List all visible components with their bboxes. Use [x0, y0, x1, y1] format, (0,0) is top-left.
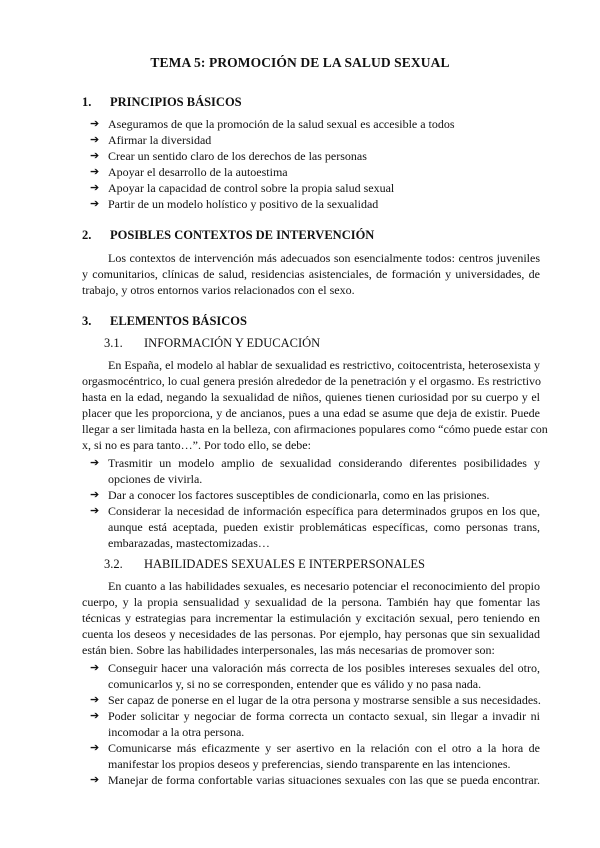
list-item-text: Trasmitir un modelo amplio de sexualidad considerando diferentes posibilidades y — [108, 456, 540, 470]
arrow-bullet-icon: ➔ — [90, 662, 100, 674]
arrow-bullet-icon: ➔ — [90, 505, 100, 517]
list-item-text: incomodar a la otra persona. — [108, 725, 245, 739]
list-item-text: opciones de vivirla. — [108, 472, 203, 486]
list-item-text: Considerar la necesidad de información específica para determinados grupos en los que, — [108, 504, 540, 518]
paragraph-line: En España, el modelo al hablar de sexualidad es restrictivo, coitocentrista, heterosexista y — [108, 358, 540, 372]
document-title: TEMA 5: PROMOCIÓN DE LA SALUD SEXUAL — [150, 55, 450, 70]
list-item-text: Comunicarse más eficazmente y ser asertivo en la relación con el otro a la hora de — [108, 741, 540, 755]
arrow-bullet-icon: ➔ — [90, 489, 100, 501]
list-item-text: Manejar de forma confortable varias situaciones sexuales con las que se pueda encontrar. — [108, 773, 540, 787]
paragraph-line: Los contextos de intervención más adecuados son esencialmente todos: centros juveniles — [108, 251, 540, 265]
arrow-bullet-icon: ➔ — [90, 694, 100, 706]
paragraph-line: cuerpo, y la propia sensualidad y sexualidad de la persona. También hay que fomentar las — [82, 595, 540, 609]
list-item-text: comunicarlos y, si no se corresponden, entender que es válido y no pasa nada. — [108, 677, 482, 691]
paragraph-line: En cuanto a las habilidades sexuales, es necesario potenciar el reconocimiento del propio — [108, 579, 540, 593]
arrow-bullet-icon: ➔ — [90, 118, 100, 130]
arrow-bullet-icon: ➔ — [90, 166, 100, 178]
arrow-bullet-icon: ➔ — [90, 150, 100, 162]
arrow-bullet-icon: ➔ — [90, 198, 100, 210]
paragraph-line: trabajo, y otros entornos varios relacionados con el sexo. — [82, 283, 355, 297]
list-item-text: Ser capaz de ponerse en el lugar de la otra persona y mostrarse sensible a sus necesidades. — [108, 693, 541, 707]
document-page: TEMA 5: PROMOCIÓN DE LA SALUD SEXUAL 1. PRINCIPIOS BÁSICOS ➔ Aseguramos de que la promoción de la salud sexual es accesible a todos ➔ Afirmar la diversidad ➔ Crear un sentido claro de los derechos de las personas ➔ Apoyar el desarrollo de la autoestima ➔ Apoyar la capacidad de control sobre la propia salud sexual ➔ Partir de un modelo holístico y positivo de la sexualidad 2. POSIBLES CONTEXTOS DE INTERVENCIÓN Los contextos de intervención más adecuados son esencialmente todos: centros juveniles y comunitarios, clínicas de salud, residencias asistenciales, de formación y universidades, de trabajo, y otros entornos varios relacionados con el sexo. 3. ELEMENTOS BÁSICOS 3.1. INFORMACIÓN Y EDUCACIÓN En España, el modelo al hablar de sexualidad es restrictivo, coitocentrista, heterosexista y orgasmocéntrico, lo cual genera presión alrededor de la penetración y el orgasmo. Es restrictivo hasta en la edad, negando la sexualidad de niños, quienes tienen curiosidad por su cuerpo y el placer que les proporciona, y de ancianos, pues a una edad se asume que deja de existir. Puede llegar a ser limitada hasta en la belleza, con afirmaciones populares como “cómo puede estar con x, si no es para tanto…”. Por todo ello, se debe: ➔ Trasmitir un modelo amplio de sexualidad considerando diferentes posibilidades y opciones de vivirla. ➔ Dar a conocer los factores susceptibles de condicionarla, como en las prisiones. ➔ Considerar la necesidad de información específica para determinados grupos en los que, aunque está aceptada, pueden existir problemáticas específicas, como personas trans, embarazadas, mastectomizadas… 3.2. HABILIDADES SEXUALES E INTERPERSONALES En cuanto a las habilidades sexuales, es necesario potenciar el reconocimiento del propio cuerpo, y la propia sensualidad y sexualidad de la persona. También hay que fomentar las técnicas y estrategias para incrementar la estimulación y excitación sexual, pero teniendo en cuenta los deseos y necesidades de las personas. Por ejemplo, hay personas que sin sexualidad están bien. Sobre las habilidades interpersonales, las más necesarias de promover son: ➔ Conseguir hacer una valoración más correcta de los posibles intereses sexuales del otro, comunicarlos y, si no se corresponden, entender que es válido y no pasa nada. ➔ Ser capaz de ponerse en el lugar de la otra persona y mostrarse sensible a sus necesidades. ➔ Poder solicitar y negociar de forma correcta un contacto sexual, sin llegar a invadir ni incomodar a la otra persona. ➔ Comunicarse más eficazmente y ser asertivo en la relación con el otro a la hora de manifestar los propios deseos y preferencias, siendo transparente en las intenciones. ➔ Manejar de forma confortable varias situaciones sexuales con las que se pueda encontrar. — [0, 0, 600, 848]
paragraph-line: y comunitarios, clínicas de salud, residencias asistenciales, de formación y universidades, de — [82, 267, 540, 281]
paragraph-line: están bien. Sobre las habilidades interpersonales, las más necesarias de promover son: — [82, 643, 495, 657]
arrow-bullet-icon: ➔ — [90, 774, 100, 786]
arrow-bullet-icon: ➔ — [90, 182, 100, 194]
arrow-bullet-icon: ➔ — [90, 134, 100, 146]
paragraph-line: orgasmocéntrico, lo cual genera presión alrededor de la penetración y el orgasmo. Es restrictivo — [82, 374, 542, 388]
list-item-text: Conseguir hacer una valoración más correcta de los posibles intereses sexuales del otro, — [108, 661, 540, 675]
paragraph-line: llegar a ser limitada hasta en la belleza, con afirmaciones populares como “cómo puede estar con — [82, 422, 548, 436]
arrow-bullet-icon: ➔ — [90, 742, 100, 754]
paragraph-line: hasta en la edad, negando la sexualidad de niños, quienes tienen curiosidad por su cuerpo y el — [82, 390, 540, 404]
paragraph-line: placer que les proporciona, y de ancianos, pues a una edad se asume que deja de existir. Puede — [82, 406, 540, 420]
paragraph-line: técnicas y estrategias para incrementar la estimulación y excitación sexual, pero teniendo en — [82, 611, 540, 625]
paragraph-line: cuenta los deseos y necesidades de las personas. Por ejemplo, hay personas que sin sexualidad — [82, 627, 540, 641]
list-item-text: embarazadas, mastectomizadas… — [108, 536, 270, 550]
arrow-bullet-icon: ➔ — [90, 710, 100, 722]
paragraph-line: x, si no es para tanto…”. Por todo ello, se debe: — [82, 438, 311, 452]
list-item-text: manifestar los propios deseos y preferencias, siendo transparente en las intenciones. — [108, 757, 511, 771]
arrow-bullet-icon: ➔ — [90, 457, 100, 469]
list-item-text: aunque está aceptada, pueden existir problemáticas específicas, como personas trans, — [108, 520, 540, 534]
list-item-text: Poder solicitar y negociar de forma correcta un contacto sexual, sin llegar a invadir ni — [108, 709, 540, 723]
